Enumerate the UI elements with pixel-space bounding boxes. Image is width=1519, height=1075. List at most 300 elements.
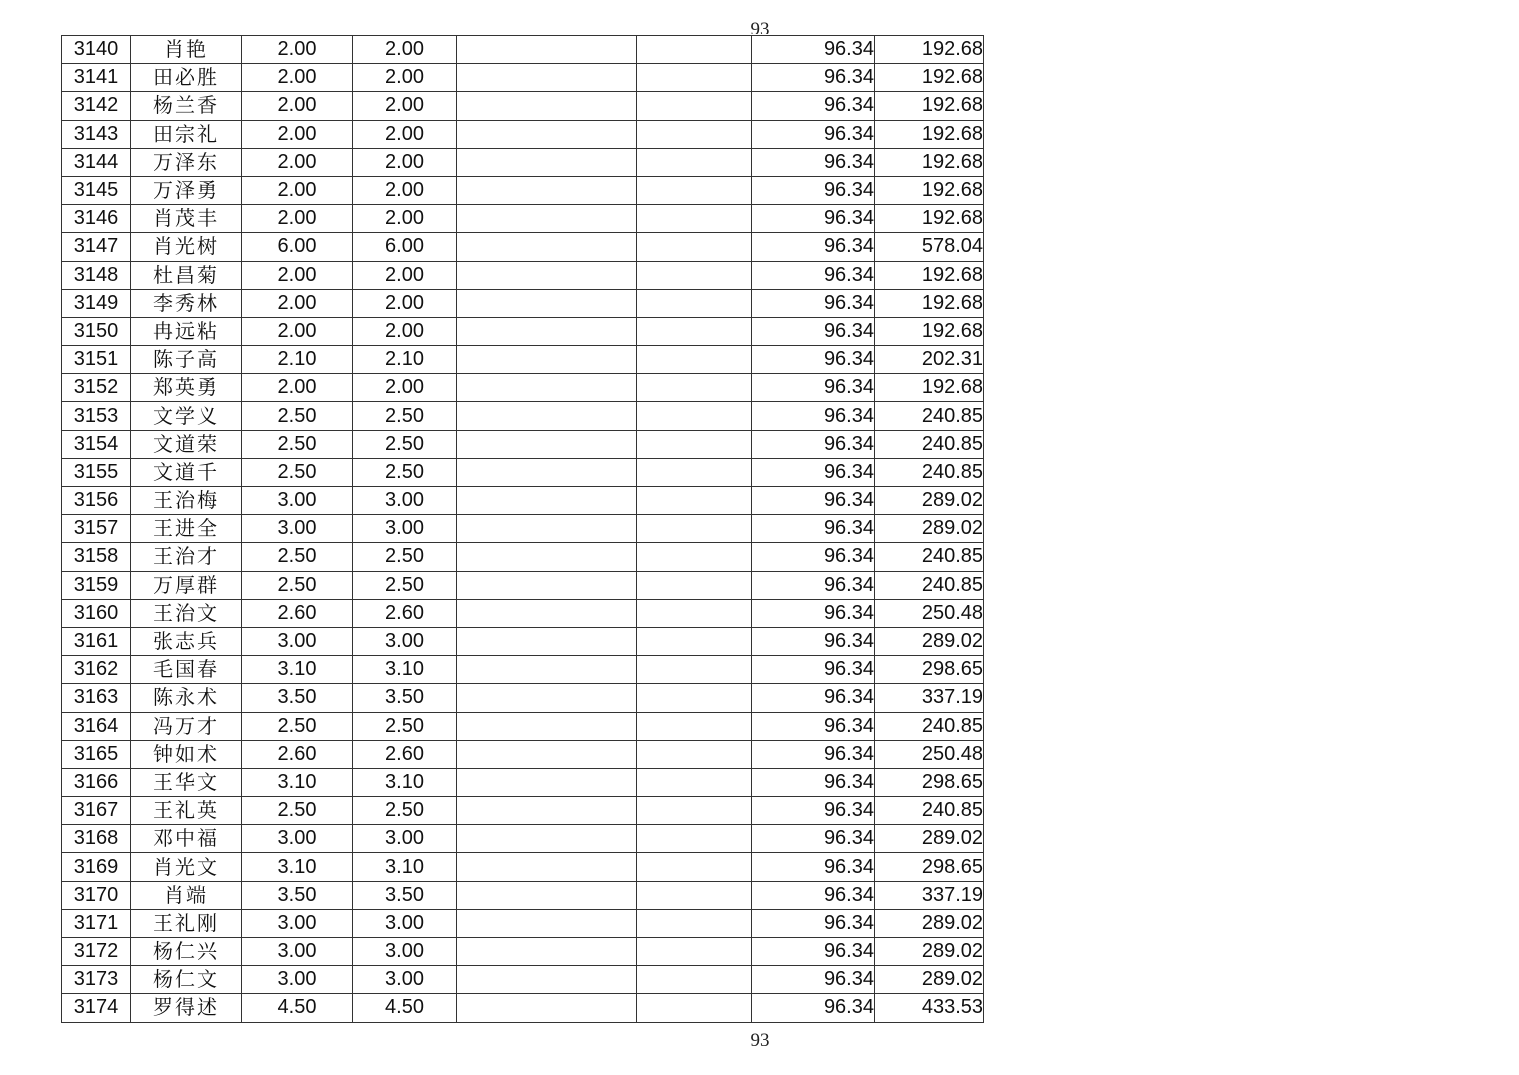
table-row [62,994,984,1022]
blank-cell [637,909,752,937]
area-cell: 2.00 [242,289,353,317]
table-row [62,515,984,543]
table-row [62,853,984,881]
blank-cell [457,374,637,402]
amount-cell: 192.68 [875,374,984,402]
confirmed-area-cell: 3.50 [353,881,457,909]
blank-cell [637,966,752,994]
confirmed-area-cell: 2.50 [353,797,457,825]
name-cell: 毛国春 [131,656,242,684]
unit-price-cell: 96.34 [752,768,875,796]
blank-cell [457,402,637,430]
blank-cell [637,374,752,402]
area-cell: 2.50 [242,543,353,571]
row-number-cell: 3154 [62,430,131,458]
amount-cell: 298.65 [875,853,984,881]
table-row [62,797,984,825]
page-number-top: 93 [750,19,770,34]
table-row [62,289,984,317]
row-number-cell: 3148 [62,261,131,289]
name-cell: 文学义 [131,402,242,430]
confirmed-area-cell: 2.50 [353,458,457,486]
amount-cell: 289.02 [875,515,984,543]
blank-cell [457,515,637,543]
blank-cell [457,233,637,261]
table-row [62,92,984,120]
confirmed-area-cell: 2.00 [353,120,457,148]
blank-cell [457,458,637,486]
amount-cell: 192.68 [875,64,984,92]
confirmed-area-cell: 2.00 [353,289,457,317]
confirmed-area-cell: 2.60 [353,599,457,627]
unit-price-cell: 96.34 [752,458,875,486]
table-row [62,599,984,627]
area-cell: 3.10 [242,853,353,881]
unit-price-cell: 96.34 [752,120,875,148]
unit-price-cell: 96.34 [752,233,875,261]
name-cell: 冯万才 [131,712,242,740]
confirmed-area-cell: 2.50 [353,712,457,740]
blank-cell [637,797,752,825]
unit-price-cell: 96.34 [752,684,875,712]
blank-cell [457,261,637,289]
confirmed-area-cell: 4.50 [353,994,457,1022]
blank-cell [457,909,637,937]
blank-cell [637,853,752,881]
row-number-cell: 3165 [62,740,131,768]
confirmed-area-cell: 3.10 [353,656,457,684]
table-row [62,317,984,345]
row-number-cell: 3160 [62,599,131,627]
confirmed-area-cell: 2.50 [353,402,457,430]
blank-cell [457,853,637,881]
unit-price-cell: 96.34 [752,740,875,768]
amount-cell: 433.53 [875,994,984,1022]
row-number-cell: 3173 [62,966,131,994]
row-number-cell: 3147 [62,233,131,261]
area-cell: 4.50 [242,994,353,1022]
blank-cell [637,261,752,289]
blank-cell [637,233,752,261]
blank-cell [637,599,752,627]
amount-cell: 289.02 [875,909,984,937]
blank-cell [637,825,752,853]
table-row [62,233,984,261]
table-row [62,430,984,458]
amount-cell: 240.85 [875,712,984,740]
unit-price-cell: 96.34 [752,374,875,402]
blank-cell [637,994,752,1022]
amount-cell: 289.02 [875,627,984,655]
table-row [62,120,984,148]
table-row [62,346,984,374]
unit-price-cell: 96.34 [752,289,875,317]
blank-cell [637,656,752,684]
row-number-cell: 3158 [62,543,131,571]
unit-price-cell: 96.34 [752,966,875,994]
table-row [62,148,984,176]
unit-price-cell: 96.34 [752,938,875,966]
unit-price-cell: 96.34 [752,656,875,684]
confirmed-area-cell: 2.00 [353,148,457,176]
blank-cell [637,627,752,655]
amount-cell: 240.85 [875,458,984,486]
confirmed-area-cell: 2.10 [353,346,457,374]
amount-cell: 289.02 [875,966,984,994]
unit-price-cell: 96.34 [752,909,875,937]
amount-cell: 298.65 [875,768,984,796]
blank-cell [637,205,752,233]
row-number-cell: 3140 [62,36,131,64]
confirmed-area-cell: 2.00 [353,92,457,120]
name-cell: 王治梅 [131,487,242,515]
table-row [62,176,984,204]
confirmed-area-cell: 2.00 [353,205,457,233]
name-cell: 钟如术 [131,740,242,768]
blank-cell [457,346,637,374]
row-number-cell: 3141 [62,64,131,92]
amount-cell: 192.68 [875,36,984,64]
area-cell: 2.00 [242,92,353,120]
name-cell: 罗得述 [131,994,242,1022]
name-cell: 万厚群 [131,571,242,599]
amount-cell: 192.68 [875,176,984,204]
row-number-cell: 3170 [62,881,131,909]
name-cell: 王礼英 [131,797,242,825]
confirmed-area-cell: 3.10 [353,768,457,796]
area-cell: 3.00 [242,627,353,655]
area-cell: 2.00 [242,120,353,148]
unit-price-cell: 96.34 [752,402,875,430]
unit-price-cell: 96.34 [752,176,875,204]
amount-cell: 289.02 [875,487,984,515]
unit-price-cell: 96.34 [752,797,875,825]
amount-cell: 192.68 [875,148,984,176]
row-number-cell: 3145 [62,176,131,204]
name-cell: 冉远粘 [131,317,242,345]
area-cell: 2.50 [242,430,353,458]
area-cell: 2.00 [242,64,353,92]
name-cell: 杜昌菊 [131,261,242,289]
blank-cell [457,599,637,627]
table-row [62,571,984,599]
row-number-cell: 3151 [62,346,131,374]
blank-cell [637,346,752,374]
name-cell: 陈子高 [131,346,242,374]
area-cell: 2.00 [242,317,353,345]
amount-cell: 298.65 [875,656,984,684]
row-number-cell: 3146 [62,205,131,233]
table-row [62,487,984,515]
name-cell: 郑英勇 [131,374,242,402]
area-cell: 2.00 [242,176,353,204]
blank-cell [457,317,637,345]
name-cell: 肖光树 [131,233,242,261]
unit-price-cell: 96.34 [752,346,875,374]
blank-cell [637,402,752,430]
table-row [62,740,984,768]
confirmed-area-cell: 2.60 [353,740,457,768]
area-cell: 2.50 [242,797,353,825]
row-number-cell: 3172 [62,938,131,966]
area-cell: 2.60 [242,599,353,627]
blank-cell [457,768,637,796]
amount-cell: 240.85 [875,430,984,458]
unit-price-cell: 96.34 [752,543,875,571]
area-cell: 2.00 [242,261,353,289]
area-cell: 2.50 [242,458,353,486]
confirmed-area-cell: 3.00 [353,938,457,966]
unit-price-cell: 96.34 [752,148,875,176]
unit-price-cell: 96.34 [752,853,875,881]
blank-cell [637,881,752,909]
unit-price-cell: 96.34 [752,36,875,64]
name-cell: 陈永术 [131,684,242,712]
table-row [62,402,984,430]
area-cell: 2.50 [242,571,353,599]
confirmed-area-cell: 2.00 [353,36,457,64]
row-number-cell: 3168 [62,825,131,853]
area-cell: 3.10 [242,656,353,684]
name-cell: 田必胜 [131,64,242,92]
blank-cell [637,458,752,486]
area-cell: 3.50 [242,684,353,712]
unit-price-cell: 96.34 [752,881,875,909]
blank-cell [457,994,637,1022]
name-cell: 王治文 [131,599,242,627]
blank-cell [457,881,637,909]
area-cell: 3.10 [242,768,353,796]
confirmed-area-cell: 2.50 [353,571,457,599]
blank-cell [637,36,752,64]
name-cell: 文道千 [131,458,242,486]
confirmed-area-cell: 2.00 [353,64,457,92]
blank-cell [457,825,637,853]
row-number-cell: 3167 [62,797,131,825]
area-cell: 3.00 [242,966,353,994]
amount-cell: 240.85 [875,797,984,825]
blank-cell [637,571,752,599]
row-number-cell: 3171 [62,909,131,937]
name-cell: 肖茂丰 [131,205,242,233]
row-number-cell: 3152 [62,374,131,402]
blank-cell [637,712,752,740]
confirmed-area-cell: 2.00 [353,176,457,204]
area-cell: 3.00 [242,825,353,853]
blank-cell [457,740,637,768]
area-cell: 2.00 [242,374,353,402]
blank-cell [637,148,752,176]
blank-cell [637,120,752,148]
area-cell: 3.50 [242,881,353,909]
confirmed-area-cell: 3.00 [353,515,457,543]
blank-cell [457,487,637,515]
amount-cell: 192.68 [875,205,984,233]
unit-price-cell: 96.34 [752,712,875,740]
confirmed-area-cell: 2.50 [353,543,457,571]
blank-cell [637,64,752,92]
blank-cell [457,148,637,176]
row-number-cell: 3156 [62,487,131,515]
row-number-cell: 3164 [62,712,131,740]
table-row [62,938,984,966]
area-cell: 2.50 [242,402,353,430]
name-cell: 王礼刚 [131,909,242,937]
table-row [62,966,984,994]
table-row [62,205,984,233]
table-row [62,36,984,64]
blank-cell [457,797,637,825]
amount-cell: 192.68 [875,120,984,148]
name-cell: 万泽勇 [131,176,242,204]
blank-cell [457,656,637,684]
name-cell: 张志兵 [131,627,242,655]
area-cell: 3.00 [242,515,353,543]
confirmed-area-cell: 3.50 [353,684,457,712]
table-row [62,768,984,796]
name-cell: 杨仁兴 [131,938,242,966]
confirmed-area-cell: 3.10 [353,853,457,881]
table-row [62,684,984,712]
name-cell: 王华文 [131,768,242,796]
area-cell: 3.00 [242,909,353,937]
amount-cell: 250.48 [875,599,984,627]
unit-price-cell: 96.34 [752,515,875,543]
amount-cell: 192.68 [875,289,984,317]
row-number-cell: 3162 [62,656,131,684]
row-number-cell: 3143 [62,120,131,148]
blank-cell [637,176,752,204]
unit-price-cell: 96.34 [752,92,875,120]
blank-cell [637,938,752,966]
unit-price-cell: 96.34 [752,317,875,345]
blank-cell [457,684,637,712]
row-number-cell: 3163 [62,684,131,712]
blank-cell [457,712,637,740]
table-row [62,909,984,937]
blank-cell [457,64,637,92]
name-cell: 杨兰香 [131,92,242,120]
row-number-cell: 3142 [62,92,131,120]
confirmed-area-cell: 3.00 [353,627,457,655]
unit-price-cell: 96.34 [752,825,875,853]
row-number-cell: 3150 [62,317,131,345]
table-row [62,374,984,402]
name-cell: 文道荣 [131,430,242,458]
blank-cell [457,543,637,571]
blank-cell [457,92,637,120]
table-row [62,881,984,909]
blank-cell [457,571,637,599]
unit-price-cell: 96.34 [752,599,875,627]
table-row [62,64,984,92]
area-cell: 3.00 [242,487,353,515]
blank-cell [637,92,752,120]
confirmed-area-cell: 2.00 [353,261,457,289]
blank-cell [457,289,637,317]
table-row [62,825,984,853]
confirmed-area-cell: 3.00 [353,909,457,937]
area-cell: 2.00 [242,36,353,64]
confirmed-area-cell: 3.00 [353,966,457,994]
blank-cell [457,938,637,966]
amount-cell: 240.85 [875,402,984,430]
ledger-table [61,35,984,1023]
amount-cell: 250.48 [875,740,984,768]
blank-cell [637,768,752,796]
row-number-cell: 3144 [62,148,131,176]
page-number-bottom: 93 [750,1030,770,1051]
amount-cell: 289.02 [875,938,984,966]
blank-cell [457,205,637,233]
unit-price-cell: 96.34 [752,430,875,458]
blank-cell [637,543,752,571]
row-number-cell: 3161 [62,627,131,655]
area-cell: 6.00 [242,233,353,261]
area-cell: 2.60 [242,740,353,768]
confirmed-area-cell: 2.50 [353,430,457,458]
area-cell: 2.00 [242,148,353,176]
name-cell: 杨仁文 [131,966,242,994]
amount-cell: 289.02 [875,825,984,853]
name-cell: 肖端 [131,881,242,909]
ledger-body [62,36,984,1023]
area-cell: 2.50 [242,712,353,740]
name-cell: 王治才 [131,543,242,571]
name-cell: 田宗礼 [131,120,242,148]
blank-cell [637,684,752,712]
unit-price-cell: 96.34 [752,487,875,515]
name-cell: 万泽东 [131,148,242,176]
blank-cell [457,176,637,204]
amount-cell: 337.19 [875,684,984,712]
unit-price-cell: 96.34 [752,205,875,233]
blank-cell [457,627,637,655]
name-cell: 肖艳 [131,36,242,64]
table-row [62,543,984,571]
blank-cell [637,317,752,345]
blank-cell [637,430,752,458]
name-cell: 王进全 [131,515,242,543]
row-number-cell: 3153 [62,402,131,430]
amount-cell: 240.85 [875,543,984,571]
row-number-cell: 3149 [62,289,131,317]
blank-cell [637,289,752,317]
unit-price-cell: 96.34 [752,261,875,289]
row-number-cell: 3157 [62,515,131,543]
amount-cell: 578.04 [875,233,984,261]
blank-cell [637,740,752,768]
unit-price-cell: 96.34 [752,571,875,599]
blank-cell [637,515,752,543]
confirmed-area-cell: 3.00 [353,825,457,853]
name-cell: 李秀林 [131,289,242,317]
row-number-cell: 3166 [62,768,131,796]
unit-price-cell: 96.34 [752,994,875,1022]
table-row [62,261,984,289]
blank-cell [457,120,637,148]
table-row [62,712,984,740]
amount-cell: 240.85 [875,571,984,599]
name-cell: 邓中福 [131,825,242,853]
row-number-cell: 3159 [62,571,131,599]
amount-cell: 337.19 [875,881,984,909]
table-row [62,627,984,655]
table-row [62,458,984,486]
blank-cell [457,430,637,458]
name-cell: 肖光文 [131,853,242,881]
amount-cell: 192.68 [875,92,984,120]
